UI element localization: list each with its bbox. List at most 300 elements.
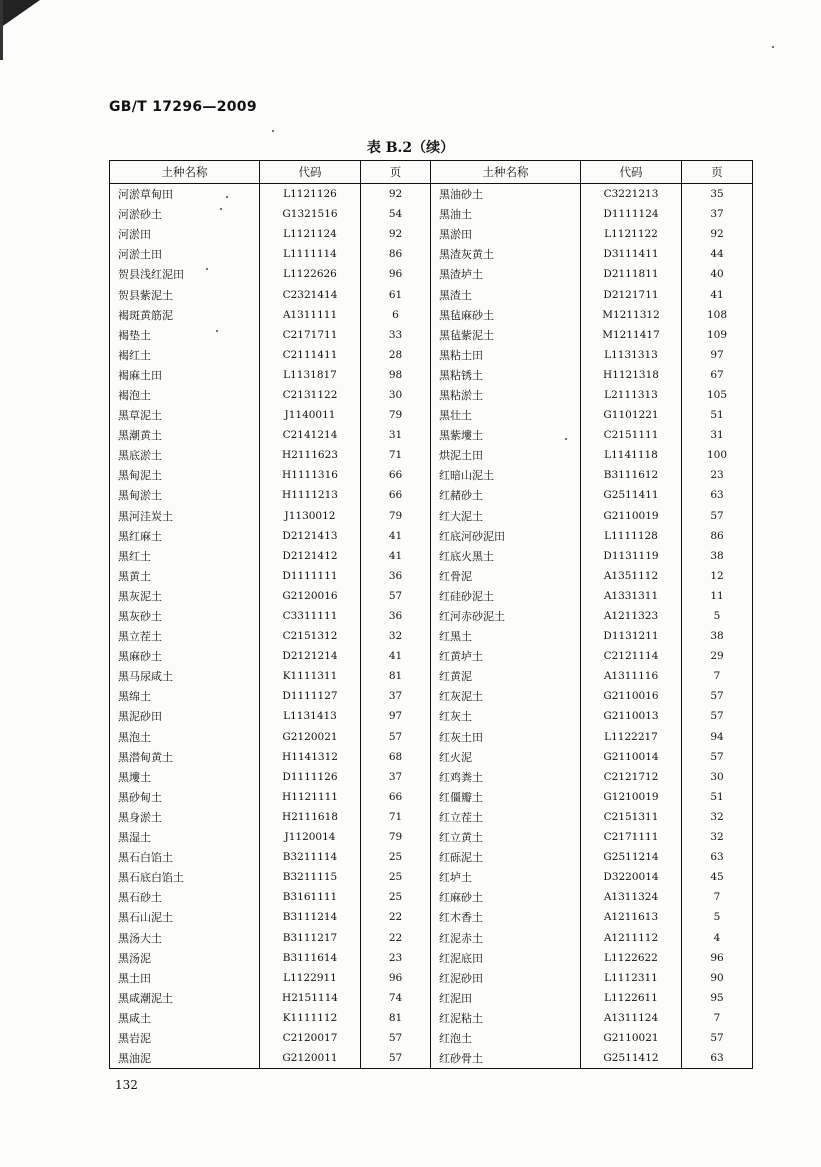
column-header-code: 代码 — [581, 161, 682, 184]
scan-edge-mark — [0, 0, 3, 60]
page-cell: 7 — [682, 666, 753, 686]
soil-name-cell: 红河赤砂泥土 — [431, 606, 581, 626]
soil-name-cell: 贺县紫泥土 — [110, 284, 260, 304]
soil-name-cell: 红灰泥土 — [431, 686, 581, 706]
code-cell: A1311111 — [260, 305, 361, 325]
soil-name-cell: 红泥赤土 — [431, 927, 581, 947]
code-cell: B3211114 — [260, 847, 361, 867]
soil-name-cell: 黑河洼炭土 — [110, 506, 260, 526]
code-cell: H1121111 — [260, 787, 361, 807]
page-cell: 41 — [682, 284, 753, 304]
soil-name-cell: 红暗山泥土 — [431, 465, 581, 485]
page-cell: 108 — [682, 305, 753, 325]
soil-name-cell: 红立黄土 — [431, 827, 581, 847]
table-row — [110, 485, 753, 505]
page-cell: 22 — [361, 927, 431, 947]
soil-name-cell: 黑淤田 — [431, 224, 581, 244]
page-cell: 79 — [361, 827, 431, 847]
code-cell: H1121318 — [581, 365, 682, 385]
code-cell: A1311116 — [581, 666, 682, 686]
soil-name-cell: 黑油砂土 — [431, 184, 581, 205]
table-title: 表 B.2（续） — [366, 140, 455, 156]
soil-name-cell: 黑毡麻砂土 — [431, 305, 581, 325]
page-cell: 71 — [361, 807, 431, 827]
table-row — [110, 345, 753, 365]
code-cell: L1111128 — [581, 526, 682, 546]
soil-name-cell: 红立茬土 — [431, 807, 581, 827]
code-cell: D1131119 — [581, 546, 682, 566]
table-row — [110, 606, 753, 626]
column-header-page: 页 — [361, 161, 431, 184]
code-cell: D1111126 — [260, 767, 361, 787]
page-cell: 57 — [361, 586, 431, 606]
page-cell: 105 — [682, 385, 753, 405]
soil-name-cell: 黑粘淤土 — [431, 385, 581, 405]
soil-name-cell: 红硅砂泥土 — [431, 586, 581, 606]
soil-name-cell: 红黑土 — [431, 626, 581, 646]
table-row — [110, 284, 753, 304]
code-cell: G1210019 — [581, 787, 682, 807]
code-cell: D1111124 — [581, 204, 682, 224]
code-cell: L2111313 — [581, 385, 682, 405]
scan-speck — [272, 130, 274, 132]
code-cell: D2121413 — [260, 526, 361, 546]
code-cell: H1111213 — [260, 485, 361, 505]
page-cell: 45 — [682, 867, 753, 887]
table-row — [110, 747, 753, 767]
soil-name-cell: 红底河砂泥田 — [431, 526, 581, 546]
soil-name-cell: 黑绵土 — [110, 686, 260, 706]
code-cell: G2110014 — [581, 747, 682, 767]
page-cell: 95 — [682, 988, 753, 1008]
code-cell: M1211312 — [581, 305, 682, 325]
code-cell: G2120011 — [260, 1048, 361, 1069]
code-cell: G2511214 — [581, 847, 682, 867]
page-cell: 57 — [682, 506, 753, 526]
page-cell: 35 — [682, 184, 753, 205]
code-cell: C2141214 — [260, 425, 361, 445]
page-cell: 100 — [682, 445, 753, 465]
code-cell: L1131313 — [581, 345, 682, 365]
page-cell: 25 — [361, 887, 431, 907]
page-cell: 97 — [682, 345, 753, 365]
code-cell: C2321414 — [260, 284, 361, 304]
soil-name-cell: 黑塿土 — [110, 767, 260, 787]
scan-speck — [772, 46, 774, 48]
soil-name-cell: 河淤田 — [110, 224, 260, 244]
soil-name-cell: 黑红土 — [110, 546, 260, 566]
soil-name-cell: 黑石山泥土 — [110, 907, 260, 927]
page-cell: 54 — [361, 204, 431, 224]
soil-name-cell: 红麻砂土 — [431, 887, 581, 907]
soil-name-cell: 黑红麻土 — [110, 526, 260, 546]
soil-name-cell: 黑灰泥土 — [110, 586, 260, 606]
code-cell: L1141118 — [581, 445, 682, 465]
page-cell: 11 — [682, 586, 753, 606]
code-cell: D2121711 — [581, 284, 682, 304]
code-cell: H1141312 — [260, 747, 361, 767]
code-cell: B3161111 — [260, 887, 361, 907]
table-row — [110, 385, 753, 405]
code-cell: C2120017 — [260, 1028, 361, 1048]
page-cell: 29 — [682, 646, 753, 666]
code-cell: H2151114 — [260, 988, 361, 1008]
soil-name-cell: 黑渣土 — [431, 284, 581, 304]
soil-name-cell: 黑底淤土 — [110, 445, 260, 465]
table-row — [110, 1008, 753, 1028]
code-cell: L1122611 — [581, 988, 682, 1008]
table-row — [110, 787, 753, 807]
code-cell: K1111112 — [260, 1008, 361, 1028]
code-cell: D2111811 — [581, 264, 682, 284]
page-cell: 22 — [361, 907, 431, 927]
soil-name-cell: 褐斑黄筋泥 — [110, 305, 260, 325]
code-cell: A1211112 — [581, 927, 682, 947]
soil-name-cell: 红泥砂田 — [431, 968, 581, 988]
soil-name-cell: 褐麻土田 — [110, 365, 260, 385]
page-cell: 32 — [682, 807, 753, 827]
table-row — [110, 586, 753, 606]
code-cell: L1121122 — [581, 224, 682, 244]
soil-name-cell: 黑油泥 — [110, 1048, 260, 1069]
code-cell: L1122626 — [260, 264, 361, 284]
table-row — [110, 968, 753, 988]
soil-name-cell: 黑咸潮泥土 — [110, 988, 260, 1008]
code-cell: G2110016 — [581, 686, 682, 706]
page-cell: 41 — [361, 646, 431, 666]
code-cell: A1331311 — [581, 586, 682, 606]
page-cell: 61 — [361, 284, 431, 304]
code-cell: B3111614 — [260, 948, 361, 968]
column-header-code: 代码 — [260, 161, 361, 184]
page-cell: 57 — [682, 747, 753, 767]
soil-name-cell: 黑砂甸土 — [110, 787, 260, 807]
soil-name-cell: 黑身淤土 — [110, 807, 260, 827]
code-cell: C2151312 — [260, 626, 361, 646]
table-row — [110, 948, 753, 968]
code-cell: L1122217 — [581, 727, 682, 747]
soil-name-cell: 黑粘土田 — [431, 345, 581, 365]
soil-name-cell: 红骨泥 — [431, 566, 581, 586]
page-cell: 63 — [682, 485, 753, 505]
page-cell: 25 — [361, 867, 431, 887]
page-cell: 81 — [361, 666, 431, 686]
page-cell: 37 — [361, 767, 431, 787]
page-number: 132 — [115, 1078, 138, 1092]
page-cell: 32 — [682, 827, 753, 847]
soil-name-cell: 黑紫塿土 — [431, 425, 581, 445]
page-cell: 6 — [361, 305, 431, 325]
page-cell: 86 — [361, 244, 431, 264]
table-row — [110, 988, 753, 1008]
page-cell: 37 — [361, 686, 431, 706]
page-cell: 68 — [361, 747, 431, 767]
code-cell: G2120016 — [260, 586, 361, 606]
table-row — [110, 305, 753, 325]
page-cell: 4 — [682, 927, 753, 947]
page-cell: 57 — [361, 1028, 431, 1048]
table-header-row — [110, 161, 753, 184]
code-cell: D1111127 — [260, 686, 361, 706]
page-cell: 96 — [361, 264, 431, 284]
page-cell: 57 — [682, 1028, 753, 1048]
page-cell: 63 — [682, 847, 753, 867]
soil-name-cell: 黑灰砂土 — [110, 606, 260, 626]
soil-name-cell: 黑粘锈土 — [431, 365, 581, 385]
table-row — [110, 325, 753, 345]
standard-code: GB/T 17296—2009 — [109, 99, 257, 115]
code-cell: G2110019 — [581, 506, 682, 526]
soil-name-cell: 黑草泥土 — [110, 405, 260, 425]
code-cell: C2151311 — [581, 807, 682, 827]
page-cell: 7 — [682, 1008, 753, 1028]
soil-name-cell: 黑潜甸黄土 — [110, 747, 260, 767]
code-cell: L1131817 — [260, 365, 361, 385]
table-row — [110, 425, 753, 445]
table-row — [110, 506, 753, 526]
code-cell: G1101221 — [581, 405, 682, 425]
table-row — [110, 546, 753, 566]
page-cell: 7 — [682, 887, 753, 907]
soil-name-cell: 黑咸土 — [110, 1008, 260, 1028]
soil-name-cell: 红泡土 — [431, 1028, 581, 1048]
code-cell: C2121114 — [581, 646, 682, 666]
table-row — [110, 646, 753, 666]
page-cell: 5 — [682, 907, 753, 927]
soil-name-cell: 红木香土 — [431, 907, 581, 927]
soil-name-cell: 黑甸泥土 — [110, 465, 260, 485]
page-cell: 28 — [361, 345, 431, 365]
page-cell: 40 — [682, 264, 753, 284]
page-cell: 71 — [361, 445, 431, 465]
page-cell: 5 — [682, 606, 753, 626]
code-cell: B3211115 — [260, 867, 361, 887]
table-row — [110, 847, 753, 867]
soil-name-cell: 黑立茬土 — [110, 626, 260, 646]
page-cell: 94 — [682, 727, 753, 747]
code-cell: A1211323 — [581, 606, 682, 626]
code-cell: B3111214 — [260, 907, 361, 927]
page-cell: 12 — [682, 566, 753, 586]
table-row — [110, 244, 753, 264]
code-cell: L1121124 — [260, 224, 361, 244]
page-cell: 36 — [361, 566, 431, 586]
soil-name-cell: 黑石底白馅土 — [110, 867, 260, 887]
table-row — [110, 927, 753, 947]
page-cell: 74 — [361, 988, 431, 1008]
soil-name-cell: 红灰土 — [431, 706, 581, 726]
page-cell: 86 — [682, 526, 753, 546]
code-cell: G2110021 — [581, 1028, 682, 1048]
soil-name-cell: 红灰土田 — [431, 727, 581, 747]
page-cell: 79 — [361, 506, 431, 526]
code-cell: H1111316 — [260, 465, 361, 485]
page-cell: 31 — [682, 425, 753, 445]
page-cell: 57 — [682, 706, 753, 726]
soil-name-cell: 红赭砂土 — [431, 485, 581, 505]
table-row — [110, 264, 753, 284]
table-row — [110, 807, 753, 827]
code-cell: A1351112 — [581, 566, 682, 586]
code-cell: B3111612 — [581, 465, 682, 485]
code-cell: J1120014 — [260, 827, 361, 847]
page-cell: 51 — [682, 787, 753, 807]
soil-name-cell: 红砂骨土 — [431, 1048, 581, 1069]
soil-name-cell: 红底火黑土 — [431, 546, 581, 566]
code-cell: A1311324 — [581, 887, 682, 907]
code-cell: D3111411 — [581, 244, 682, 264]
page-cell: 67 — [682, 365, 753, 385]
soil-name-cell: 烘泥土田 — [431, 445, 581, 465]
table-row — [110, 867, 753, 887]
page-cell: 98 — [361, 365, 431, 385]
soil-name-cell: 红鸡粪土 — [431, 767, 581, 787]
page-cell: 30 — [682, 767, 753, 787]
soil-name-cell: 红僵瓣土 — [431, 787, 581, 807]
page-cell: 92 — [361, 224, 431, 244]
code-cell: D1131211 — [581, 626, 682, 646]
code-cell: C2121712 — [581, 767, 682, 787]
table-row — [110, 666, 753, 686]
table-row — [110, 626, 753, 646]
page-cell: 41 — [361, 526, 431, 546]
table-row — [110, 686, 753, 706]
code-cell: A1311124 — [581, 1008, 682, 1028]
table-row — [110, 887, 753, 907]
table-row — [110, 204, 753, 224]
table-row — [110, 405, 753, 425]
column-header-soil-name: 土种名称 — [110, 161, 260, 184]
code-cell: K1111311 — [260, 666, 361, 686]
soil-name-cell: 红泥底田 — [431, 948, 581, 968]
code-cell: G2511412 — [581, 1048, 682, 1069]
code-cell: D1111111 — [260, 566, 361, 586]
code-cell: J1140011 — [260, 405, 361, 425]
page-cell: 92 — [682, 224, 753, 244]
page-cell: 97 — [361, 706, 431, 726]
code-cell: H2111618 — [260, 807, 361, 827]
soil-name-cell: 河淤草甸田 — [110, 184, 260, 205]
soil-name-cell: 红火泥 — [431, 747, 581, 767]
page-cell: 66 — [361, 787, 431, 807]
code-cell: J1130012 — [260, 506, 361, 526]
table-row — [110, 767, 753, 787]
soil-name-cell: 黑马尿咸土 — [110, 666, 260, 686]
soil-name-cell: 黑土田 — [110, 968, 260, 988]
soil-name-cell: 黑石白馅土 — [110, 847, 260, 867]
soil-name-cell: 黑潮黄土 — [110, 425, 260, 445]
page-cell: 37 — [682, 204, 753, 224]
soil-name-cell: 黑油土 — [431, 204, 581, 224]
soil-name-cell: 黑石砂土 — [110, 887, 260, 907]
table-row — [110, 827, 753, 847]
code-cell: C2111411 — [260, 345, 361, 365]
table-row — [110, 184, 753, 205]
soil-name-cell: 黑甸淤土 — [110, 485, 260, 505]
page-cell: 41 — [361, 546, 431, 566]
soil-name-cell: 黑壮土 — [431, 405, 581, 425]
code-cell: L1112311 — [581, 968, 682, 988]
page-cell: 33 — [361, 325, 431, 345]
table-row — [110, 706, 753, 726]
code-cell: B3111217 — [260, 927, 361, 947]
code-cell: D2121412 — [260, 546, 361, 566]
code-cell: L1121126 — [260, 184, 361, 205]
page-cell: 51 — [682, 405, 753, 425]
soil-name-cell: 黑黄土 — [110, 566, 260, 586]
code-cell: C3221213 — [581, 184, 682, 205]
soil-type-table — [109, 160, 753, 1069]
table-row — [110, 727, 753, 747]
page-cell: 66 — [361, 465, 431, 485]
code-cell: C3311111 — [260, 606, 361, 626]
code-cell: H2111623 — [260, 445, 361, 465]
code-cell: C2171711 — [260, 325, 361, 345]
page-cell: 66 — [361, 485, 431, 505]
page-cell: 57 — [361, 1048, 431, 1069]
soil-name-cell: 褐垫土 — [110, 325, 260, 345]
soil-name-cell: 黑毡紫泥土 — [431, 325, 581, 345]
code-cell: G2120021 — [260, 727, 361, 747]
code-cell: A1211613 — [581, 907, 682, 927]
soil-name-cell: 红砾泥土 — [431, 847, 581, 867]
soil-name-cell: 黑湿土 — [110, 827, 260, 847]
soil-name-cell: 黑汤大土 — [110, 927, 260, 947]
table-row — [110, 566, 753, 586]
code-cell: C2151111 — [581, 425, 682, 445]
page-cell: 57 — [682, 686, 753, 706]
code-cell: G1321516 — [260, 204, 361, 224]
column-header-soil-name: 土种名称 — [431, 161, 581, 184]
page-cell: 57 — [361, 727, 431, 747]
soil-name-cell: 黑汤泥 — [110, 948, 260, 968]
code-cell: C2171111 — [581, 827, 682, 847]
soil-name-cell: 黑泡土 — [110, 727, 260, 747]
soil-name-cell: 红泥田 — [431, 988, 581, 1008]
page-cell: 44 — [682, 244, 753, 264]
scan-corner-mark — [0, 0, 40, 28]
code-cell: L1131413 — [260, 706, 361, 726]
code-cell: G2511411 — [581, 485, 682, 505]
soil-name-cell: 红黄泥 — [431, 666, 581, 686]
page-cell: 90 — [682, 968, 753, 988]
column-header-page: 页 — [682, 161, 753, 184]
page-cell: 92 — [361, 184, 431, 205]
table-row — [110, 1028, 753, 1048]
page-cell: 25 — [361, 847, 431, 867]
code-cell: M1211417 — [581, 325, 682, 345]
soil-name-cell: 褐泡土 — [110, 385, 260, 405]
page-cell: 36 — [361, 606, 431, 626]
soil-name-cell: 黑渣灰黄土 — [431, 244, 581, 264]
code-cell: D3220014 — [581, 867, 682, 887]
soil-name-cell: 黑岩泥 — [110, 1028, 260, 1048]
soil-name-cell: 红垆土 — [431, 867, 581, 887]
page-cell: 23 — [361, 948, 431, 968]
page-cell: 31 — [361, 425, 431, 445]
page-cell: 96 — [361, 968, 431, 988]
soil-name-cell: 褐红土 — [110, 345, 260, 365]
page-cell: 38 — [682, 626, 753, 646]
table-row — [110, 365, 753, 385]
code-cell: L1122622 — [581, 948, 682, 968]
table-row — [110, 465, 753, 485]
page-cell: 38 — [682, 546, 753, 566]
table-row — [110, 526, 753, 546]
page-cell: 96 — [682, 948, 753, 968]
table-row — [110, 1048, 753, 1069]
page-cell: 32 — [361, 626, 431, 646]
